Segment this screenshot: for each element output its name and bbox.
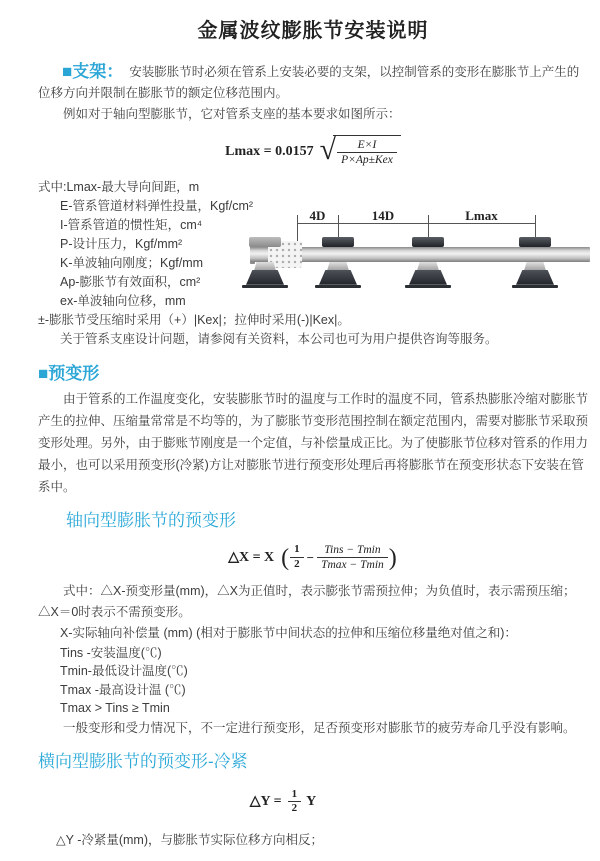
variable-line: E-管系管道材料弹性投量，Kgf/cm² xyxy=(60,198,254,213)
sqrt-expression xyxy=(320,135,401,168)
section-heading-support: ■支架： xyxy=(62,62,124,81)
one-half-fraction xyxy=(288,788,302,817)
variable-line: Ap-膨胀节有效面积，cm² xyxy=(60,274,201,289)
plus-minus-note: ±-膨胀节受压缩时采用（+）|Kex|；拉伸时采用(-)|Kex|。 xyxy=(38,312,350,327)
fraction-denominator: 2 xyxy=(288,801,302,816)
temperature-fraction xyxy=(317,543,388,573)
formula-lateral-rhs: Y xyxy=(306,794,317,810)
fraction-denominator: P×Ap±Kex xyxy=(337,152,397,167)
right-paren: ) xyxy=(388,544,397,571)
support-base xyxy=(242,285,288,288)
fraction-numerator: 1 xyxy=(294,543,300,556)
lateral-note: △Y -冷紧量(mm)，与膨胀节实际位移方向相反； xyxy=(56,833,324,847)
pipe-support xyxy=(313,237,363,291)
support-neck xyxy=(417,262,439,271)
formula-lmax xyxy=(38,135,588,168)
support-foot xyxy=(246,270,284,285)
fraction-numerator: E×I xyxy=(357,139,377,151)
support-example-line: 例如对于轴向型膨胀节，它对管系支座的基本要求如图所示： xyxy=(63,107,401,121)
temp-def-tins: Tins -安装温度(℃) xyxy=(60,645,162,660)
formula-axial-lhs: △X = X xyxy=(228,550,275,566)
preform-paragraph: 由于管系的工作温度变化，安装膨胀节时的温度与工作时的温度不同，管系热膨胀冷缩对膨胀节产生的拉伸、压缩量常常是不均等的，为了膨胀节变形范围控制在额定范围内，需要对膨胀节采取预变形处理。另外，由于膨账节刚度是一个定值，与补偿量成正比。为了使膨胀节位移对管系的作用力最小，也可以采用预变形(冷紧)方让对膨胀节进行预变形处理后再将膨胀节在预变形状态下安装在管系中。 xyxy=(38,391,589,494)
support-clamp xyxy=(249,237,281,247)
variable-line: I-管系管道的惯性矩，cm⁴ xyxy=(60,217,203,232)
dimension-line xyxy=(297,223,535,224)
support-foot xyxy=(409,270,447,285)
formula-axial xyxy=(38,543,588,573)
dimension-label-lmax: Lmax xyxy=(465,207,498,223)
subheading-axial-preform: 轴向型膨胀节的预变形 xyxy=(66,510,236,530)
formula-lateral-lhs: △Y = xyxy=(249,794,282,810)
fraction-numerator: 1 xyxy=(291,787,298,800)
support-base xyxy=(405,285,451,288)
fraction-denominator: 2 xyxy=(290,557,304,572)
variables-and-diagram xyxy=(38,178,588,311)
section-heading-preform: ■预变形 xyxy=(38,363,100,383)
support-neck xyxy=(327,262,349,271)
dimension-label-14d: 14D xyxy=(371,207,395,223)
dimension-label-4d: 4D xyxy=(309,207,326,223)
axial-note-general: 一般变形和受力情况下，不一定进行预变形，足否预变形对膨胀节的疲劳寿命几乎没有影响。 xyxy=(63,720,576,735)
formula-lateral xyxy=(8,788,558,817)
support-neck xyxy=(524,262,546,271)
support-paragraph-text: 安装膨胀节时必须在管系上安装必要的支架，以控制管系的变形在膨胀节上产生的位移方向并限制在膨胀节的额定位移范围内。 xyxy=(38,65,580,100)
left-paren: ( xyxy=(281,544,290,571)
service-note: 关于管系支座设计问题，请参阅有关资料，本公司也可为用户提供咨询等服务。 xyxy=(60,331,498,346)
temp-inequality: Tmax > Tins ≥ Tmin xyxy=(60,701,170,715)
pipe-support xyxy=(403,237,453,291)
support-base xyxy=(315,285,361,288)
axial-note-x: X-实际轴向补偿量 (mm) (相对于膨胀节中间状态的拉伸和压缩位移量绝对值之和)： xyxy=(60,625,517,640)
support-clamp xyxy=(519,237,551,247)
support-foot xyxy=(516,270,554,285)
temp-def-tmin: Tmin-最低设计温度(℃) xyxy=(60,664,188,678)
variable-line: ex-单波轴向位移，mm xyxy=(60,293,186,308)
support-clamp xyxy=(412,237,444,247)
support-paragraph xyxy=(38,61,588,104)
axial-note-deltax: 式中：△X-预变形量(mm)，△X为正值时，表示膨张节需预拉伸；为负值时，表示需预压缩；△X＝0时表示不需预变形。 xyxy=(38,583,576,619)
page-title: 金属波纹膨胀节安装说明 xyxy=(197,20,429,42)
pipe-support xyxy=(240,237,290,291)
formula-lmax-fraction xyxy=(337,138,397,168)
formula-lmax-lhs: Lmax = 0.0157 xyxy=(225,144,314,160)
variable-line: K-单波轴向刚度；Kgf/mm xyxy=(60,255,204,270)
temp-def-tmax: Tmax -最高设计温 (℃) xyxy=(60,682,186,697)
support-foot xyxy=(319,270,357,285)
fraction-numerator: Tins − Tmin xyxy=(324,543,381,556)
variable-definitions xyxy=(38,178,254,311)
radical-sign-icon: √ xyxy=(319,133,337,167)
subheading-lateral-preform: 横向型膨胀节的预变形-冷紧 xyxy=(38,751,248,771)
support-neck xyxy=(254,262,276,271)
support-base xyxy=(512,285,558,288)
pipe-support-diagram xyxy=(250,207,590,306)
minus-operator: − xyxy=(306,549,315,565)
pipe-support xyxy=(510,237,560,291)
support-clamp xyxy=(322,237,354,247)
variable-line: 式中:Lmax-最大导向间距，m xyxy=(38,179,200,194)
fraction-denominator: Tmax − Tmin xyxy=(317,557,388,572)
one-half-fraction xyxy=(290,543,304,572)
variable-line: P-设计压力，Kgf/mm² xyxy=(60,236,183,251)
